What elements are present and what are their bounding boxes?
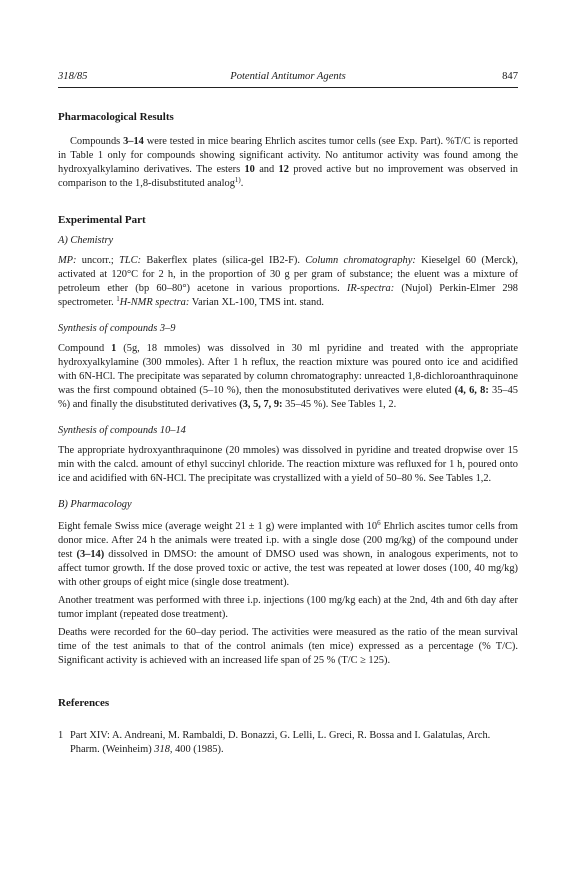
pharmacology-paragraph-3: Deaths were recorded for the 60–day period. The activities were measured as the ratio of the mean survival time of the test animals to that of the control animals (ten mice) expressed as a percentage (% T/C). Significant activity is achieved with an increased life span of 25 % (T/C ≥ 125). [58,627,518,666]
section-heading-references: References [58,697,110,709]
chemistry-methods-paragraph: MP: uncorr.; TLC: Bakerflex plates (silica-gel IB2-F). Column chromatography: Kieselgel 60 (Merck), activated at 120°C for 2 h, in the proportion of 30 g per gram of substance; the eluent was a mixture of petroleum ether (bp 60–80°) acetone in various proportions. IR-spectra: (Nujol) Perkin-Elmer 298 spectrometer. $^1$H-NMR spectra: Varian XL-100, TMS int. stand. [58,255,519,308]
reference-number: 1 [58,730,64,741]
article-body [58,100,518,757]
reference-text: Part XIV: A. Andreani, M. Rambaldi, D. Bonazzi, G. Lelli, L. Greci, R. Bossa and I. Galatulas, Arch. Pharm. (Weinheim) 318, 400 (1985). [70,730,491,755]
synthesis-heading-10-14: Synthesis of compounds 10–14 [58,425,186,436]
page-number: 847 [502,71,518,82]
pharmacology-paragraph-2: Another treatment was performed with three i.p. injections (100 mg/kg each) at the 2nd, 4th and 6th day after tumor implant (repeated dose treatment). [58,595,518,620]
reference-list [58,729,518,757]
synthesis-heading-3-9: Synthesis of compounds 3–9 [58,323,176,334]
header-rule [58,87,518,88]
pharmacology-paragraph-1: Eight female Swiss mice (average weight 21 ± 1 g) were implanted with $10^6$ Ehrlich ascites tumor cells from donor mice. After 24 h the animals were treated i.p. with a single dose (200 mg/kg) of the compound under test (3–14) dissolved in DMSO: the amount of DMSO used was shown, in analogous experiments, not to affect tumor growth. If the dose proved toxic or active, the test was repeated at lower doses (100, 40 mg/kg) with other groups of eight mice (single dose treatment). [58,519,518,588]
subsection-heading-chemistry: A) Chemistry [58,235,114,246]
synthesis-paragraph-10-14: The appropriate hydroxyanthraquinone (20 mmoles) was dissolved in pyridine and treated dropwise over 15 min with the calcd. amount of ethyl succinyl chloride. The reaction mixture was refluxed for 1 h, poured onto ice and acidified with 6N-HCl. The precipitate was crystallized with a yield of 50–80 %. See Tables 1,2. [58,445,518,484]
section-heading-experimental-part: Experimental Part [58,214,146,226]
subsection-heading-pharmacology: B) Pharmacology [58,499,132,510]
running-title: Potential Antitumor Agents [230,71,346,82]
synthesis-paragraph-3-9: Compound 1 (5g, 18 mmoles) was dissolved in 30 ml pyridine and treated with the appropriate hydroxyalkylamine (300 mmoles). After 1 h reflux, the reaction mixture was poured onto ice and acidified with 6N-HCl. The precipitate was separated by column chromatography: unreacted 1,8-dichloroanthraquinone was the first compound obtained (5–10 %), then the monosubstituted derivatives were eluted (4, 6, 8: 35–45 %) and finally the disubstituted derivatives (3, 5, 7, 9: 35–45 %). See Tables 1, 2. [58,343,519,410]
pharmacological-results-paragraph: Compounds 3–14 were tested in mice bearing Ehrlich ascites tumor cells (see Exp. Part). %T/C is reported in Table 1 only for compounds showing significant activity. No antitumor activity was found among the hydroxyalkylamino derivatives. The esters 10 and 12 proved active but no improvement was observed in comparison to the 1,8-disubstituted analog$^{1)}$. [58,136,519,189]
journal-volume-issue: 318/85 [58,71,88,82]
section-heading-pharmacological-results: Pharmacological Results [58,111,174,123]
reference-item [58,729,518,757]
